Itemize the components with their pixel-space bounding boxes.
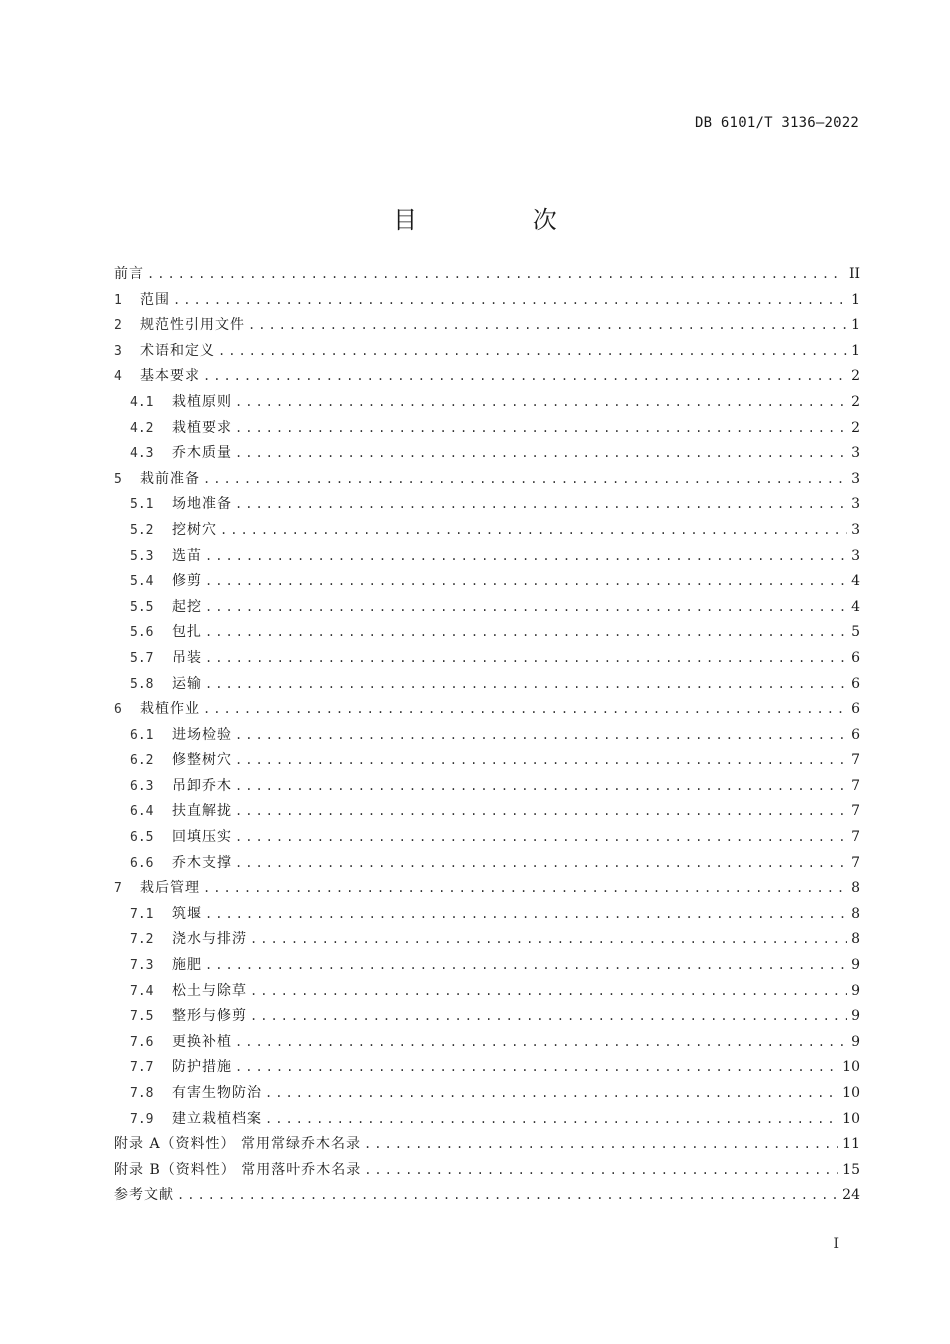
toc-dot-leader	[177, 1183, 838, 1209]
toc-dot-leader	[235, 492, 847, 518]
toc-entry-title: 扶直解拢	[172, 803, 232, 820]
toc-entry-page: 6	[851, 726, 860, 743]
toc-dot-leader	[235, 825, 847, 851]
toc-dot-leader	[205, 569, 847, 595]
toc-entry-page: 4	[851, 598, 860, 615]
toc-entry-number: 6.6	[130, 855, 154, 871]
toc-entry[interactable]	[114, 262, 860, 288]
toc-entry-page: 3	[851, 496, 860, 513]
toc-entry-page: 2	[851, 368, 860, 385]
toc-entry[interactable]	[114, 1081, 860, 1107]
toc-dot-leader	[364, 1158, 838, 1184]
toc-dot-leader	[218, 339, 847, 365]
toc-entry[interactable]	[114, 723, 860, 749]
toc-entry-number: 4.2	[130, 420, 154, 436]
toc-entry[interactable]	[114, 518, 860, 544]
toc-entry-title: 前言	[114, 266, 144, 282]
toc-entry[interactable]	[114, 339, 860, 365]
toc-entry-number: 5.6	[130, 625, 154, 641]
toc-dot-leader	[364, 1132, 838, 1158]
toc-entry[interactable]	[114, 851, 860, 877]
toc-entry-page: 6	[851, 649, 860, 666]
toc-entry-number: 7.5	[130, 1009, 154, 1025]
toc-entry-title: 松土与除草	[172, 982, 247, 999]
toc-dot-leader	[205, 646, 847, 672]
toc-dot-leader	[235, 390, 847, 416]
toc-entry-page: 7	[851, 829, 860, 846]
toc-entry[interactable]	[114, 1030, 860, 1056]
toc-dot-leader	[235, 774, 847, 800]
toc-entry[interactable]	[114, 313, 860, 339]
toc-entry-number: 6.3	[130, 778, 154, 794]
toc-entry[interactable]	[114, 1183, 860, 1209]
toc-entry-number: 4.3	[130, 446, 154, 462]
toc-entry-title: 场地准备	[172, 496, 232, 513]
toc-entry-page: 3	[851, 521, 860, 538]
toc-dot-leader	[205, 595, 847, 621]
toc-entry-page: 7	[851, 803, 860, 820]
toc-dot-leader	[235, 748, 847, 774]
toc-dot-leader	[235, 441, 847, 467]
toc-entry-title: 乔木支撑	[172, 854, 232, 871]
toc-dot-leader	[205, 544, 847, 570]
toc-entry-title: 建立栽植档案	[172, 1110, 262, 1127]
toc-entry[interactable]	[114, 492, 860, 518]
toc-entry[interactable]	[114, 697, 860, 723]
toc-dot-leader	[265, 1107, 838, 1133]
toc-entry[interactable]	[114, 672, 860, 698]
page-number: I	[833, 1236, 839, 1252]
toc-entry-title: 参考文献	[114, 1187, 174, 1204]
toc-entry-title: 吊装	[172, 649, 202, 666]
toc-entry-number: 7	[114, 881, 122, 897]
toc-entry-title: 进场检验	[172, 726, 232, 743]
toc-entry[interactable]	[114, 979, 860, 1005]
toc-entry[interactable]	[114, 646, 860, 672]
toc-entry-title: 栽前准备	[140, 470, 200, 487]
toc-entry-number: 6	[114, 702, 122, 718]
toc-entry[interactable]	[114, 1055, 860, 1081]
toc-entry[interactable]	[114, 953, 860, 979]
toc-dot-leader	[205, 953, 847, 979]
toc-entry-page: 4	[851, 573, 860, 590]
toc-entry[interactable]	[114, 1107, 860, 1133]
toc-entry-title: 筑堰	[172, 905, 202, 922]
toc-entry-page: 9	[851, 957, 860, 974]
toc-entry-title: 浇水与排涝	[172, 931, 247, 948]
toc-entry[interactable]	[114, 390, 860, 416]
toc-entry-number: 5.4	[130, 574, 154, 590]
toc-entry-page: 8	[851, 880, 860, 897]
toc-entry-title: 回填压实	[172, 829, 232, 846]
toc-entry[interactable]	[114, 288, 860, 314]
toc-entry-number: 5.3	[130, 548, 154, 564]
toc-entry[interactable]	[114, 825, 860, 851]
toc-entry-title: 栽后管理	[140, 880, 200, 897]
toc-entry-number: 4.1	[130, 394, 154, 410]
toc-entry-number: 7.1	[130, 906, 154, 922]
toc-entry-number: 6.2	[130, 753, 154, 769]
toc-entry[interactable]	[114, 1132, 860, 1158]
toc-entry-number: 5.5	[130, 599, 154, 615]
toc-entry-page: 7	[851, 777, 860, 794]
toc-entry-number: 5.8	[130, 676, 154, 692]
toc-entry-title: 栽植作业	[140, 701, 200, 718]
toc-entry-page: 3	[851, 470, 860, 487]
toc-entry-number: 7.6	[130, 1034, 154, 1050]
toc-entry-page: II	[848, 266, 860, 282]
toc-entry-page: 10	[842, 1110, 860, 1127]
toc-entry[interactable]	[114, 1004, 860, 1030]
toc-entry-number: 4	[114, 369, 122, 385]
toc-entry-page: 10	[842, 1059, 860, 1076]
toc-entry-page: 5	[851, 624, 860, 641]
toc-entry-number: 5.1	[130, 497, 154, 513]
toc-entry-title: 更换补植	[172, 1033, 232, 1050]
toc-dot-leader	[235, 723, 847, 749]
toc-dot-leader	[147, 262, 845, 288]
toc-entry-page: 9	[851, 982, 860, 999]
toc-entry-number: 2	[114, 318, 122, 334]
toc-entry[interactable]	[114, 799, 860, 825]
toc-entry-page: 1	[851, 342, 860, 359]
toc-entry[interactable]	[114, 416, 860, 442]
toc-entry-title: 选苗	[172, 547, 202, 564]
toc-dot-leader	[205, 902, 847, 928]
toc-dot-leader	[203, 364, 847, 390]
toc-entry[interactable]	[114, 1158, 860, 1184]
toc-entry-title: 施肥	[172, 957, 202, 974]
toc-dot-leader	[250, 979, 847, 1005]
toc-entry[interactable]	[114, 364, 860, 390]
toc-entry-number: 7.4	[130, 983, 154, 999]
toc-entry-title: 吊卸乔木	[172, 777, 232, 794]
toc-entry-title: 运输	[172, 675, 202, 692]
toc-entry-number: 6.1	[130, 727, 154, 743]
toc-dot-leader	[235, 1030, 847, 1056]
toc-dot-leader	[203, 697, 847, 723]
toc-entry-title: 栽植原则	[172, 393, 232, 410]
toc-entry-number: 5.2	[130, 522, 154, 538]
toc-entry-page: 7	[851, 752, 860, 769]
toc-entry-title: 乔木质量	[172, 445, 232, 462]
toc-entry-page: 9	[851, 1033, 860, 1050]
toc-entry-number: 7.8	[130, 1086, 154, 1101]
toc-dot-leader	[235, 799, 847, 825]
toc-title: 目 次	[393, 206, 611, 234]
toc-dot-leader	[205, 620, 847, 646]
toc-entry[interactable]	[114, 774, 860, 800]
toc-entry-page: 15	[842, 1161, 860, 1178]
toc-entry-number: 5	[114, 471, 122, 487]
toc-dot-leader	[205, 672, 847, 698]
toc-entry-page: 2	[851, 393, 860, 410]
toc-dot-leader	[250, 1004, 847, 1030]
toc-dot-leader	[220, 518, 847, 544]
toc-entry-page: 9	[851, 1008, 860, 1025]
toc-entry-page: 8	[851, 905, 860, 922]
toc-entry-title: 附录 B（资料性） 常用落叶乔木名录	[114, 1161, 362, 1178]
toc-entry-page: 2	[851, 419, 860, 436]
toc-entry[interactable]	[114, 748, 860, 774]
toc-entry-number: 5.7	[130, 650, 154, 666]
toc-dot-leader	[173, 288, 847, 314]
toc-dot-leader	[248, 313, 847, 339]
toc-entry-title: 栽植要求	[172, 419, 232, 436]
toc-dot-leader	[265, 1081, 838, 1107]
toc-entry-title: 附录 A（资料性） 常用常绿乔木名录	[114, 1136, 362, 1153]
toc-dot-leader	[235, 1055, 838, 1081]
toc-entry[interactable]	[114, 595, 860, 621]
toc-entry-page: 6	[851, 675, 860, 692]
toc-entry-title: 防护措施	[172, 1059, 232, 1076]
toc-dot-leader	[203, 467, 847, 493]
toc-entry-page: 1	[851, 291, 860, 308]
toc-list	[114, 262, 860, 1209]
toc-entry[interactable]	[114, 467, 860, 493]
toc-entry[interactable]	[114, 569, 860, 595]
toc-entry[interactable]	[114, 441, 860, 467]
toc-dot-leader	[250, 927, 847, 953]
toc-entry-page: 7	[851, 854, 860, 871]
toc-entry-number: 3	[114, 343, 122, 359]
toc-dot-leader	[235, 416, 847, 442]
toc-entry-number: 6.4	[130, 804, 154, 820]
toc-entry-number: 7.2	[130, 932, 154, 948]
toc-entry-title: 基本要求	[140, 368, 200, 385]
toc-entry-title: 修剪	[172, 573, 202, 590]
toc-dot-leader	[235, 851, 847, 877]
toc-entry-number: 7.7	[130, 1060, 154, 1076]
toc-entry-title: 整形与修剪	[172, 1008, 247, 1025]
toc-dot-leader	[203, 876, 847, 902]
toc-entry-title: 包扎	[172, 624, 202, 641]
toc-entry-number: 7.3	[130, 958, 154, 974]
toc-entry-title: 挖树穴	[172, 521, 217, 538]
toc-entry-page: 1	[851, 317, 860, 334]
toc-entry-title: 修整树穴	[172, 752, 232, 769]
toc-entry-title: 规范性引用文件	[140, 317, 245, 334]
toc-entry-page: 24	[842, 1187, 860, 1204]
toc-entry[interactable]	[114, 544, 860, 570]
toc-entry-page: 10	[842, 1085, 860, 1101]
toc-entry[interactable]	[114, 927, 860, 953]
toc-entry-title: 范围	[140, 291, 170, 308]
toc-entry-title: 术语和定义	[140, 342, 215, 359]
toc-entry-number: 1	[114, 292, 122, 308]
toc-entry[interactable]	[114, 876, 860, 902]
toc-entry-title: 有害生物防治	[172, 1085, 262, 1101]
toc-entry-page: 3	[851, 547, 860, 564]
toc-entry-page: 8	[851, 931, 860, 948]
toc-entry-page: 6	[851, 701, 860, 718]
toc-entry-page: 3	[851, 445, 860, 462]
toc-entry[interactable]	[114, 902, 860, 928]
toc-entry-page: 11	[842, 1136, 860, 1153]
toc-entry[interactable]	[114, 620, 860, 646]
toc-entry-number: 6.5	[130, 830, 154, 846]
document-code: DB 6101/T 3136—2022	[695, 115, 859, 131]
toc-entry-number: 7.9	[130, 1111, 154, 1127]
toc-entry-title: 起挖	[172, 598, 202, 615]
